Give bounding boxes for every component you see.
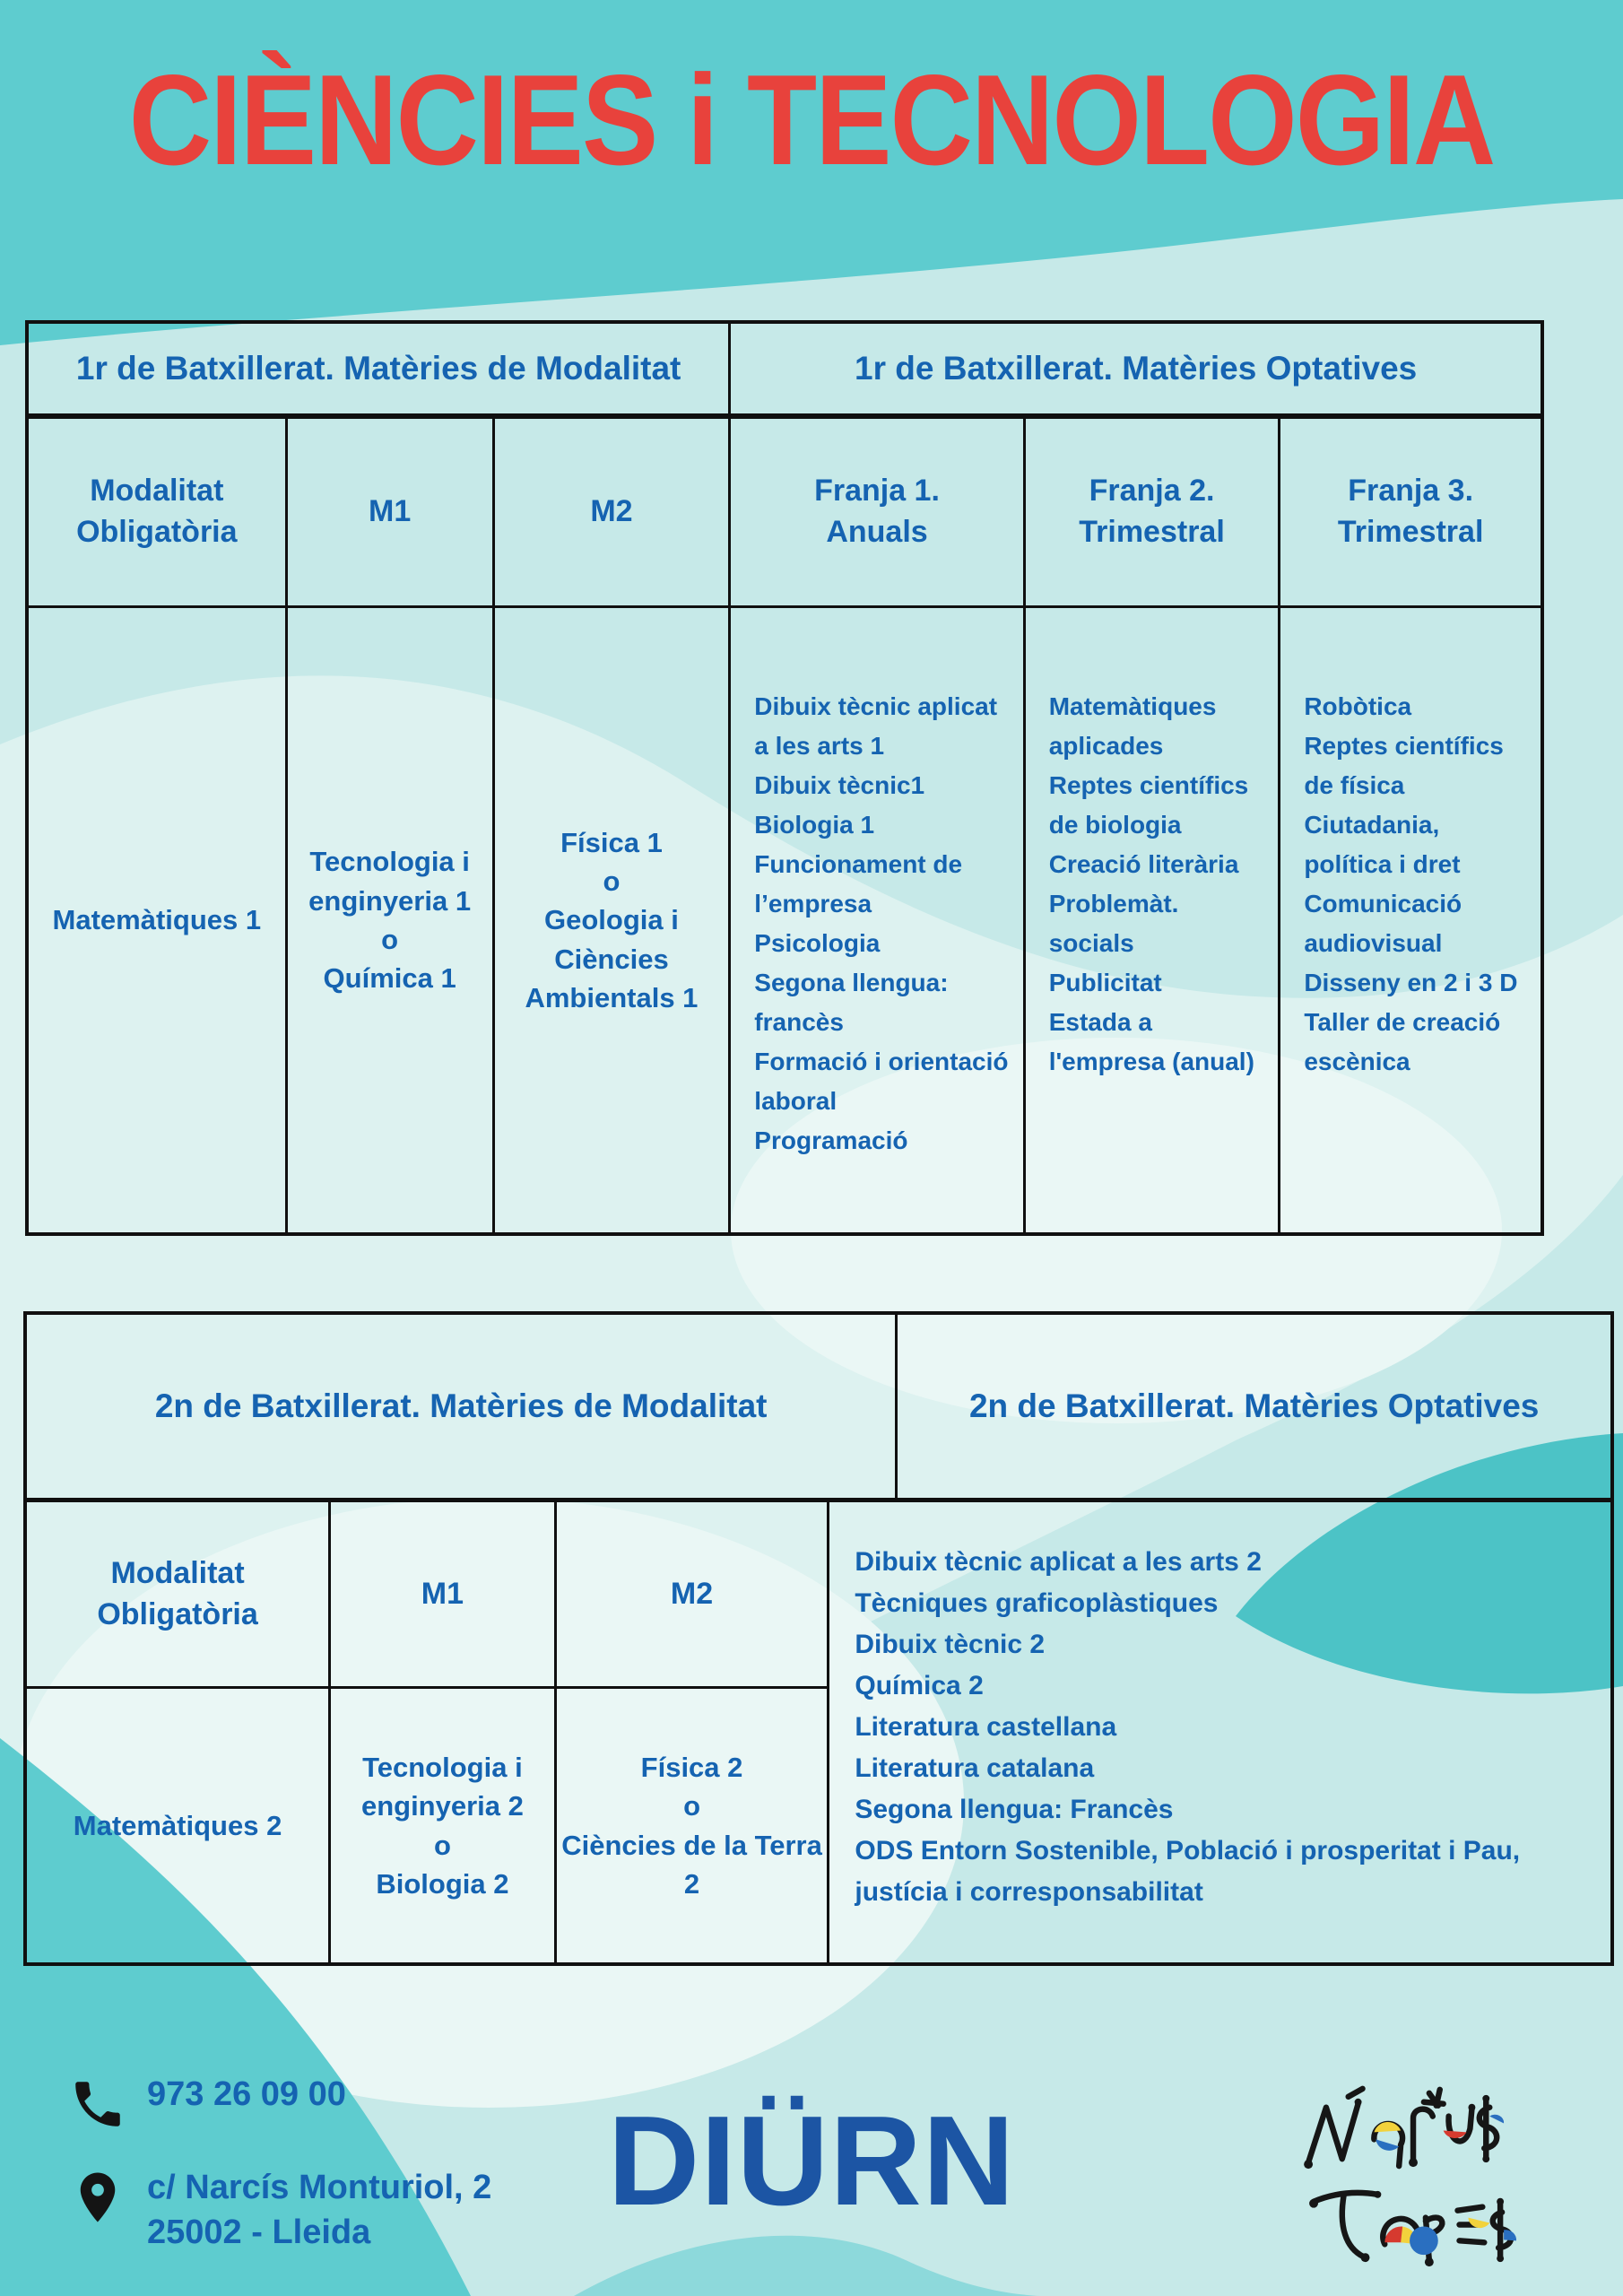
table2-header-optatives: 2n de Batxillerat. Matèries Optatives — [968, 1387, 1540, 1424]
page-title: CIÈNCIES i TECNOLOGIA — [128, 48, 1495, 193]
table-2n-batxillerat — [23, 1311, 1614, 1966]
table2-cell-optatives-list: Dibuix tècnic aplicat a les arts 2 Tècniques graficoplàstiques Dibuix tècnic 2 Química 2 Literatura castellana Literatura catalana Segona llengua: Francès ODS Entorn Sostenible, Població i prosperitat i Pau, justícia i corresponsabilitat — [855, 1547, 1521, 1907]
table1-header-modalitat: 1r de Batxillerat. Matèries de Modalitat — [29, 324, 731, 419]
table1-cell-m2: Física 1 o Geologia i Ciències Ambientals 1 — [495, 608, 732, 1232]
table2-body-area — [27, 1502, 1610, 1962]
table2-modalitat-section — [27, 1502, 829, 1962]
table-1r-batxillerat — [25, 320, 1544, 1236]
table2-colheader-m1: M1 — [331, 1502, 557, 1689]
table1-colheader-franja2: Franja 2. Trimestral — [1026, 419, 1281, 608]
table2-header-modalitat: 2n de Batxillerat. Matèries de Modalitat — [27, 1315, 898, 1498]
footer-address-line2: 25002 - Lleida — [147, 2213, 371, 2252]
table1-cell-m1: Tecnologia i enginyeria 1 o Química 1 — [288, 608, 495, 1232]
schedule-label: DIÜRN — [607, 2090, 1016, 2232]
table1-header-optatives: 1r de Batxillerat. Matèries Optatives — [731, 324, 1541, 419]
table1-colheader-m2: M2 — [495, 419, 732, 608]
table1-cell-modalitat: Matemàtiques 1 — [29, 608, 288, 1232]
table1-colheader-m1: M1 — [288, 419, 495, 608]
table2-colheader-m2: M2 — [557, 1502, 828, 1689]
footer-address-line1: c/ Narcís Monturiol, 2 — [147, 2169, 492, 2206]
table1-cell-franja1-list: Dibuix tècnic aplicat a les arts 1 Dibuix tècnic1 Biologia 1 Funcionament de l’empresa Psicologia Segona llengua: francès Formació i orientació laboral Programació — [731, 608, 1025, 1232]
table2-cell-m1: Tecnologia i enginyeria 2 o Biologia 2 — [331, 1689, 557, 1962]
table2-cell-modalitat: Matemàtiques 2 — [27, 1689, 331, 1962]
table2-header-row — [27, 1315, 1610, 1502]
table2-colheader-modalitat-obligatoria: Modalitat Obligatòria — [27, 1502, 331, 1689]
table2-cell-m2: Física 2 o Ciències de la Terra 2 — [561, 1751, 822, 1900]
table1-colheader-modalitat-obligatoria: Modalitat Obligatòria — [29, 419, 288, 608]
table1-cell-franja3-list: Robòtica Reptes científics de física Ciutadania, política i dret Comunicació audiovisual Disseny en 2 i 3 D Taller de creació escènica — [1304, 692, 1518, 1075]
table1-colheader-franja1: Franja 1. Anuals — [731, 419, 1025, 608]
table1-colheader-franja3: Franja 3. Trimestral — [1280, 419, 1541, 608]
table1-cell-franja2-list: Matemàtiques aplicades Reptes científics de biologia Creació literària Problemàt. socials Publicitat Estada a l'empresa (anual) — [1026, 608, 1281, 1232]
footer-phone-number: 973 26 09 00 — [147, 2075, 346, 2113]
marius-torres-logo — [1297, 2077, 1533, 2273]
